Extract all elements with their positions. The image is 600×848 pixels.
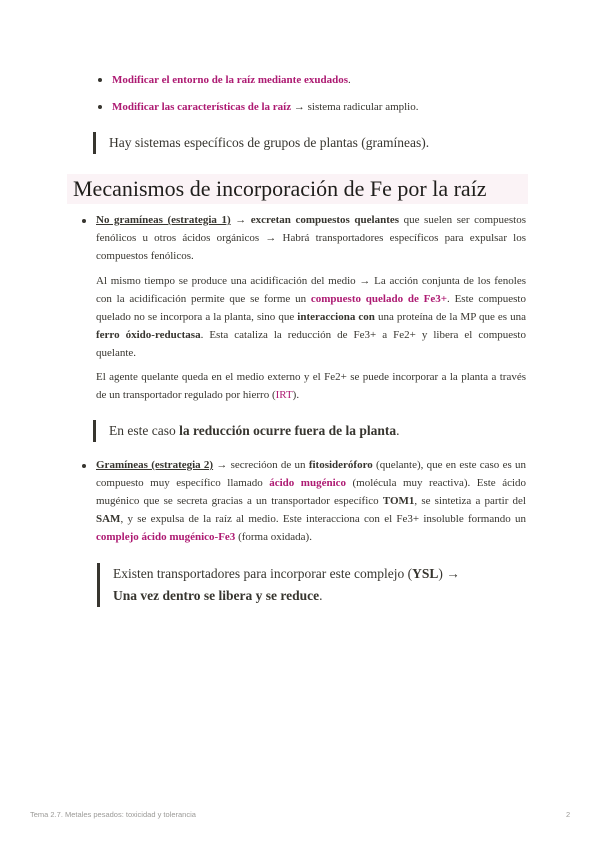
strategy-label: No gramíneas (estrategia 1) bbox=[96, 214, 231, 226]
quote-text: Existen transportadores para incorporar este complejo ( bbox=[113, 566, 413, 581]
strategy-2-paragraph bbox=[96, 456, 526, 546]
quote-emphasis: YSL bbox=[412, 566, 439, 581]
item-suffix: → sistema radicular amplio. bbox=[291, 101, 419, 113]
key-phrase: interacciona con bbox=[297, 311, 375, 323]
bullet-icon bbox=[98, 78, 102, 82]
body-text: (molécula muy reactiva). Este ácido mugénico que se secreta gracias a un transportador específico bbox=[96, 477, 527, 507]
highlight-term: compuesto quelado de Fe3+ bbox=[310, 293, 448, 305]
highlight-term: complejo ácido mugénico-Fe3 bbox=[96, 531, 236, 543]
body-text: → secrecióon de un bbox=[213, 459, 309, 471]
quote-line bbox=[113, 585, 533, 607]
body-text: Al mismo tiempo se produce una acidificación del medio → La acción conjunta de los fenoles con la acidificación permite que se forme un bbox=[96, 275, 526, 305]
quote-text: . bbox=[319, 588, 323, 603]
strategy-list bbox=[96, 70, 546, 124]
body-text: una proteína de la MP que es una bbox=[374, 311, 526, 323]
body-text: ). bbox=[292, 389, 300, 401]
acidification-paragraph bbox=[96, 272, 526, 362]
quote-text: . bbox=[396, 423, 400, 438]
highlight-term: ácido mugénico bbox=[269, 477, 347, 489]
list-item bbox=[96, 70, 546, 97]
item-suffix: . bbox=[347, 74, 351, 86]
key-phrase: SAM bbox=[96, 513, 121, 525]
page-number: 2 bbox=[566, 810, 571, 819]
body-text: El agente quelante queda en el medio externo y el Fe2+ se puede incorporar a la planta a través de un transportador regulado por hierro ( bbox=[96, 371, 526, 401]
body-text: , y se expulsa de la raíz al medio. Este interacciona con el Fe3+ insoluble formando un bbox=[120, 513, 526, 525]
quote-text: ) → bbox=[438, 566, 460, 581]
quote-emphasis: la reducción ocurre fuera de la planta bbox=[179, 423, 397, 438]
body-text: , se sintetiza a partir del bbox=[414, 495, 526, 507]
body-text: que suelen ser compuestos fenólicos u otros ácidos orgánicos → Habrá transportadores específicos para expulsar los compuestos fenólicos. bbox=[96, 214, 527, 262]
bullet-icon bbox=[98, 105, 102, 109]
quote-line bbox=[113, 563, 533, 585]
body-text: . Este compuesto quelado no se incorpora a la planta, sino que bbox=[96, 293, 526, 323]
list-item bbox=[96, 97, 546, 124]
key-phrase: TOM1 bbox=[382, 495, 415, 507]
footer-title: Tema 2.7. Metales pesados: toxicidad y tolerancia bbox=[30, 810, 196, 819]
bullet-icon bbox=[82, 219, 86, 223]
highlight-term: IRT bbox=[275, 389, 293, 401]
arrow-text: → bbox=[230, 214, 251, 226]
quote-text: En este caso bbox=[109, 423, 180, 438]
body-text: (forma oxidada). bbox=[235, 531, 312, 543]
item-text: Modificar el entorno de la raíz mediante exudados bbox=[112, 74, 348, 86]
callout-quote bbox=[97, 563, 533, 607]
bullet-icon bbox=[82, 464, 86, 468]
quelante-paragraph bbox=[96, 368, 526, 404]
quote-text: Hay sistemas específicos de grupos de plantas (gramíneas). bbox=[109, 135, 430, 150]
body-text: . Esta cataliza la reducción de Fe3+ a Fe2+ y libera el compuesto quelante. bbox=[96, 329, 526, 359]
section-heading: Mecanismos de incorporación de Fe por la raíz bbox=[67, 174, 528, 204]
strategy-label: Gramíneas (estrategia 2) bbox=[96, 459, 214, 471]
key-phrase: fitosideróforo bbox=[308, 459, 373, 471]
item-text: Modificar las características de la raíz bbox=[112, 101, 292, 113]
callout-quote bbox=[93, 420, 529, 442]
body-text: (quelante), que en este caso es un compuesto muy específico llamado bbox=[96, 459, 526, 489]
key-phrase: ferro óxido-reductasa bbox=[96, 329, 201, 341]
quote-emphasis: Una vez dentro se libera y se reduce bbox=[113, 588, 320, 603]
key-phrase: excretan compuestos quelantes bbox=[250, 214, 400, 226]
strategy-1-paragraph bbox=[96, 211, 526, 265]
callout-quote bbox=[93, 132, 529, 154]
